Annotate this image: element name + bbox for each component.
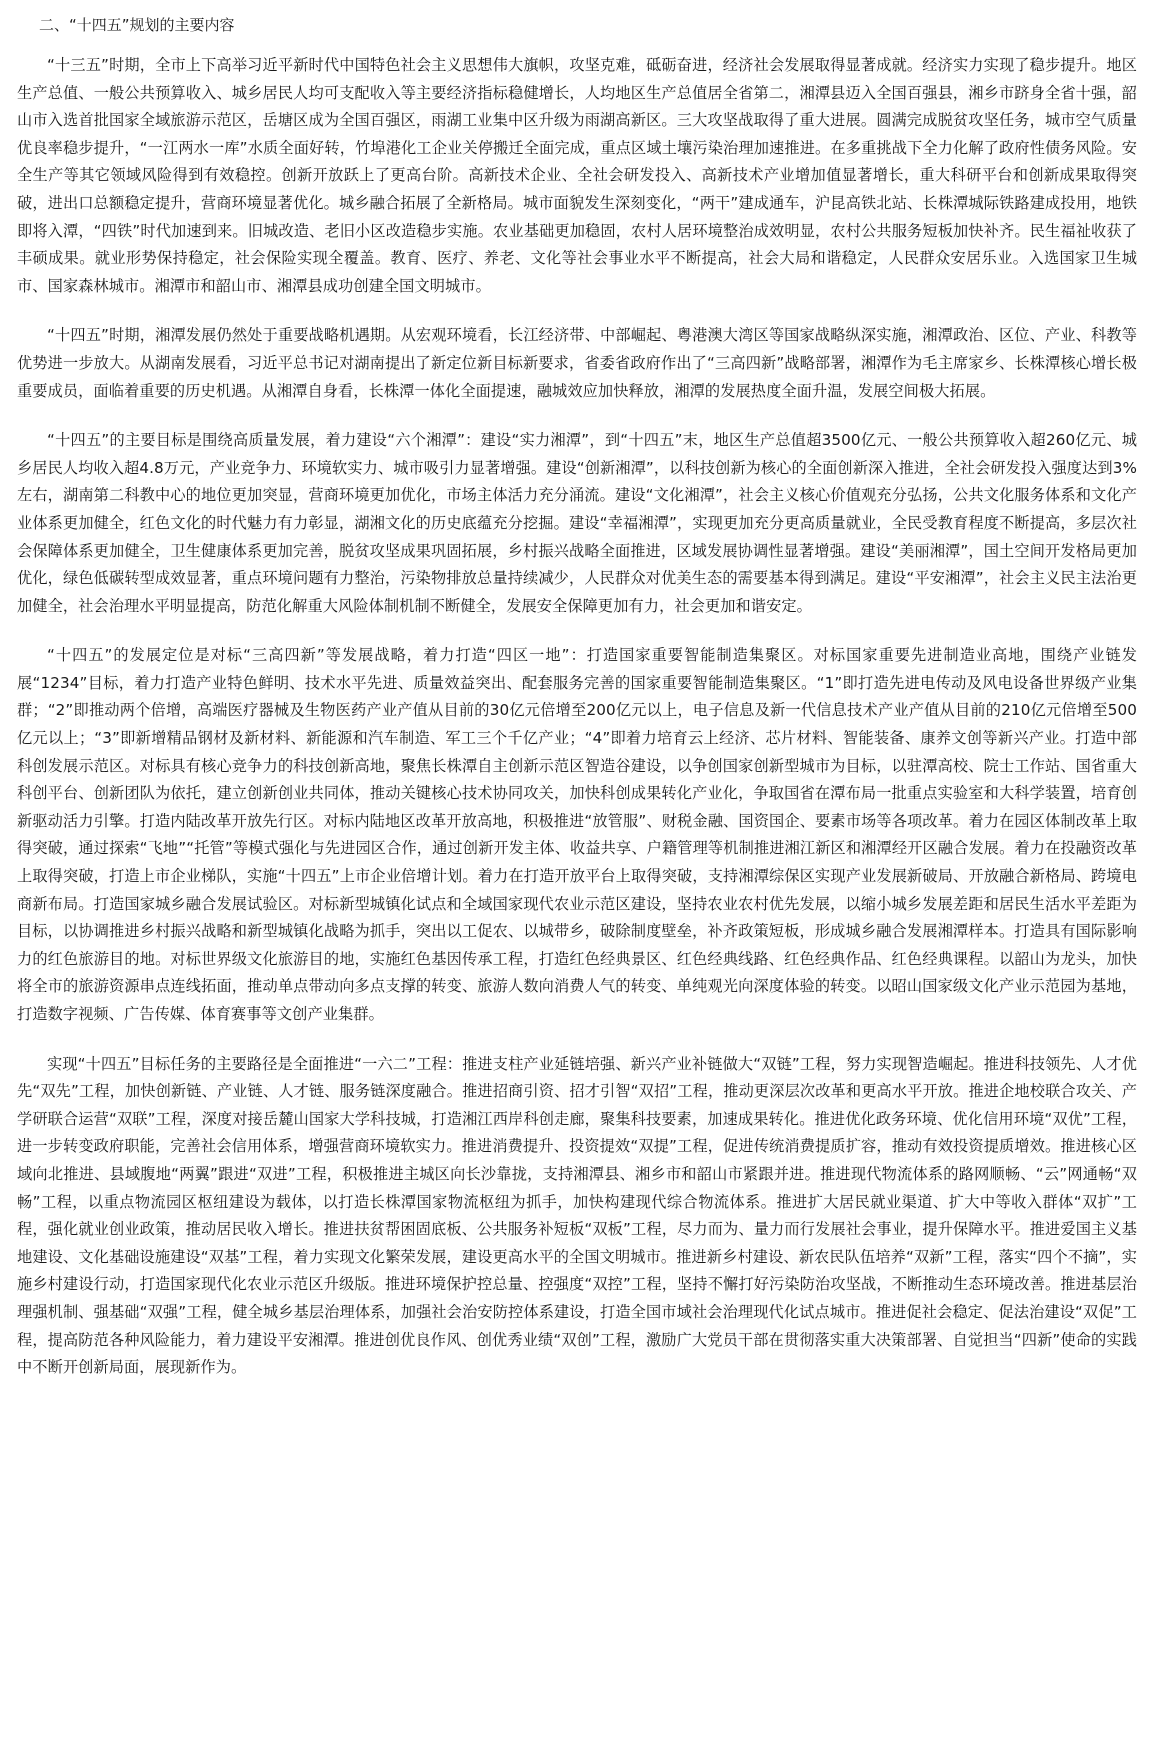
section-heading: 二、“十四五”规划的主要内容 [39,16,235,34]
paragraph-positioning: “十四五”的发展定位是对标“三高四新”等发展战略，着力打造“四区一地”：打造国家重要智能制造集聚区。对标国家重要先进制造业高地，围绕产业链发展“1234”目标，着力打造产业特色鲜明、技术水平先进、质量效益突出、配套服务完善的国家重要智能制造集聚区。“1”即打造先进电传动及风电设备世界级产业集群；“2”即推动两个倍增，高端医疗器械及生物医药产业产值从目前的30亿元倍增至200亿元以上，电子信息及新一代信息技术产业产值从目前的210亿元倍增至500亿元以上；“3”即新增精品钢材及新材料、新能源和汽车制造、军工三个千亿产业；“4”即着力培育云上经济、芯片材料、智能装备、康养文创等新兴产业。打造中部科创发展示范区。对标具有核心竞争力的科技创新高地，聚焦长株潭自主创新示范区智造谷建设，以争创国家创新型城市为目标，以驻潭高校、院士工作站、国省重大科创平台、创新团队为依托，建立创新创业共同体，推动关键核心技术协同攻关，加快科创成果转化产业化，争取国省在潭布局一批重点实验室和大科学装置，培育创新驱动活力引擎。打造内陆改革开放先行区。对标内陆地区改革开放高地，积极推进“放管服”、财税金融、国资国企、要素市场等各项改革。着力在园区体制改革上取得突破，通过探索“飞地”“托管”等模式强化与先进园区合作，通过创新开发主体、收益共享、户籍管理等机制推进湘江新区和湘潭经开区融合发展。着力在投融资改革上取得突破，打造上市企业梯队，实施“十四五”上市企业倍增计划。着力在打造开放平台上取得突破，支持湘潭综保区实现产业发展新破局、开放融合新格局、跨境电商新布局。打造国家城乡融合发展试验区。对标新型城镇化试点和全域国家现代农业示范区建设，坚持农业农村优先发展，以缩小城乡发展差距和居民生活水平差距为目标，以协调推进乡村振兴战略和新型城镇化战略为抓手，突出以工促农、以城带乡，破除制度壁垒，补齐政策短板，形成城乡融合发展湘潭样本。打造具有国际影响力的红色旅游目的地。对标世界级文化旅游目的地，实施红色基因传承工程，打造红色经典景区、红色经典线路、红色经典作品、红色经典课程。以韶山为龙头，加快将全市的旅游资源串点连线拓面，推动单点带动向多点支撑的转变、旅游人数向消费人气的转变、单纯观光向深度体验的转变。以昭山国家级文化产业示范园为基地，打造数字视频、广告传媒、体育赛事等文创产业集群。 [17,646,1137,1023]
paragraph-opportunities: “十四五”时期，湘潭发展仍然处于重要战略机遇期。从宏观环境看，长江经济带、中部崛起、粤港澳大湾区等国家战略纵深实施，湘潭政治、区位、产业、科教等优势进一步放大。从湖南发展看，习近平总书记对湖南提出了新定位新目标新要求，省委省政府作出了“三高四新”战略部署，湘潭作为毛主席家乡、长株潭核心增长极重要成员，面临着重要的历史机遇。从湘潭自身看，长株潭一体化全面提速，融城效应加快释放，湘潭的发展热度全面升温，发展空间极大拓展。 [17,326,1137,400]
paragraph-achievements: “十三五”时期，全市上下高举习近平新时代中国特色社会主义思想伟大旗帜，攻坚克难，砥砺奋进，经济社会发展取得显著成就。经济实力实现了稳步提升。地区生产总值、一般公共预算收入、城乡居民人均可支配收入等主要经济指标稳健增长，人均地区生产总值居全省第二，湘潭县迈入全国百强县，湘乡市跻身全省十强，韶山市入选首批国家全域旅游示范区，岳塘区成为全国百强区，雨湖工业集中区升级为雨湖高新区。三大攻坚战取得了重大进展。圆满完成脱贫攻坚任务，城市空气质量优良率稳步提升，“一江两水一库”水质全面好转，竹埠港化工企业关停搬迁全面完成，重点区域土壤污染治理加速推进。在多重挑战下全力化解了政府性债务风险。安全生产等其它领域风险得到有效稳控。创新开放跃上了更高台阶。高新技术企业、全社会研发投入、高新技术产业增加值显著增长，重大科研平台和创新成果取得突破，进出口总额稳定提升，营商环境显著优化。城乡融合拓展了全新格局。城市面貌发生深刻变化，“两干”建成通车，沪昆高铁北站、长株潭城际铁路建成投用，地铁即将入潭，“四铁”时代加速到来。旧城改造、老旧小区改造稳步实施。农业基础更加稳固，农村人居环境整治成效明显，农村公共服务短板加快补齐。民生福祉收获了丰硕成果。就业形势保持稳定，社会保险实现全覆盖。教育、医疗、养老、文化等社会事业水平不断提高，社会大局和谐稳定，人民群众安居乐业。入选国家卫生城市、国家森林城市。湘潭市和韶山市、湘潭县成功创建全国文明城市。 [17,56,1137,295]
paragraph-main-paths: 实现“十四五”目标任务的主要路径是全面推进“一六二”工程：推进支柱产业延链培强、新兴产业补链做大“双链”工程，努力实现智造崛起。推进科技领先、人才优先“双先”工程，加快创新链、产业链、人才链、服务链深度融合。推进招商引资、招才引智“双招”工程，推动更深层次改革和更高水平开放。推进企地校联合攻关、产学研联合运营“双联”工程，深度对接岳麓山国家大学科技城，打造湘江西岸科创走廊，聚集科技要素，加速成果转化。推进优化政务环境、优化信用环境“双优”工程，进一步转变政府职能，完善社会信用体系，增强营商环境软实力。推进消费提升、投资提效“双提”工程，促进传统消费提质扩容，推动有效投资提质增效。推进核心区域向北推进、县域腹地“两翼”跟进“双进”工程，积极推进主城区向长沙靠拢，支持湘潭县、湘乡市和韶山市紧跟并进。推进现代物流体系的路网顺畅、“云”网通畅“双畅”工程，以重点物流园区枢纽建设为载体，以打造长株潭国家物流枢纽为抓手，加快构建现代综合物流体系。推进扩大居民就业渠道、扩大中等收入群体“双扩”工程，强化就业创业政策，推动居民收入增长。推进扶贫帮困固底板、公共服务补短板“双板”工程，尽力而为、量力而行发展社会事业，提升保障水平。推进爱国主义基地建设、文化基础设施建设“双基”工程，着力实现文化繁荣发展，建设更高水平的全国文明城市。推进新乡村建设、新农民队伍培养“双新”工程，落实“四个不摘”，实施乡村建设行动，打造国家现代化农业示范区升级版。推进环境保护控总量、控强度“双控”工程，坚持不懈打好污染防治攻坚战，不断推动生态环境改善。推进基层治理强机制、强基础“双强”工程，健全城乡基层治理体系，加强社会治安防控体系建设，打造全国市域社会治理现代化试点城市。推进促社会稳定、促法治建设“双促”工程，提高防范各种风险能力，着力建设平安湘潭。推进创优良作风、创优秀业绩“双创”工程，激励广大党员干部在贯彻落实重大决策部署、自觉担当“四新”使命的实践中不断开创新局面，展现新作为。 [17,1054,1137,1377]
paragraph-main-goals: “十四五”的主要目标是围绕高质量发展，着力建设“六个湘潭”：建设“实力湘潭”，到“十四五”末，地区生产总值超3500亿元、一般公共预算收入超260亿元、城乡居民人均收入超4.8万元，产业竞争力、环境软实力、城市吸引力显著增强。建设“创新湘潭”，以科技创新为核心的全面创新深入推进，全社会研发投入强度达到3%左右，湖南第二科教中心的地位更加突显，营商环境更加优化，市场主体活力充分涌流。建设“文化湘潭”，社会主义核心价值观充分弘扬，公共文化服务体系和文化产业体系更加健全，红色文化的时代魅力有力彰显，湖湘文化的历史底蕴充分挖掘。建设“幸福湘潭”，实现更加充分更高质量就业，全民受教育程度不断提高，多层次社会保障体系更加健全，卫生健康体系更加完善，脱贫攻坚成果巩固拓展，乡村振兴战略全面推进，区域发展协调性显著增强。建设“美丽湘潭”，国土空间开发格局更加优化，绿色低碳转型成效显著，重点环境问题有力整治，污染物排放总量持续减少，人民群众对优美生态的需要基本得到满足。建设“平安湘潭”，社会主义民主法治更加健全，社会治理水平明显提高，防范化解重大风险体制机制不断健全，发展安全保障更加有力，社会更加和谐安定。 [17,431,1137,615]
